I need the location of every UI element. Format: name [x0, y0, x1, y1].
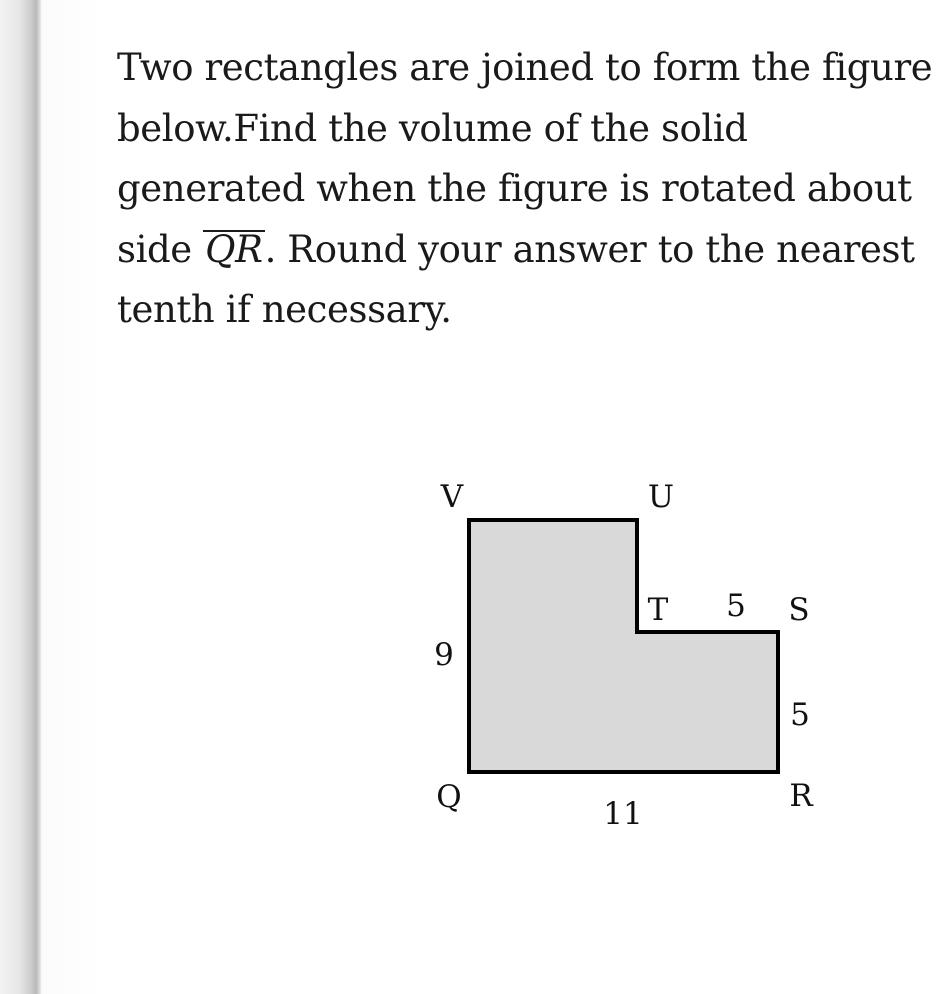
l-shape-polygon [469, 520, 778, 772]
vertex-label-v: V [440, 479, 464, 515]
vertex-label-q: Q [436, 779, 462, 815]
measure-ts: 5 [726, 588, 746, 624]
problem-line-5: tenth if necessary. [117, 288, 452, 331]
measure-sr: 5 [790, 697, 810, 733]
problem-line-1: Two rectangles are joined to form the figure [117, 46, 933, 89]
problem-line-4-suffix: . Round your answer to the nearest [264, 227, 915, 271]
vertex-label-s: S [788, 592, 810, 628]
vertex-label-u: U [647, 479, 675, 515]
vertex-label-t: T [647, 592, 669, 628]
problem-line-4-prefix: side [117, 227, 204, 271]
side-qr-overline: QR [205, 227, 263, 271]
measure-qr: 11 [603, 796, 643, 832]
vertex-label-r: R [789, 778, 813, 814]
problem-line-3: generated when the figure is rotated about [117, 167, 912, 210]
measure-vq: 9 [434, 637, 454, 673]
problem-line-2: below.Find the volume of the solid [117, 106, 748, 150]
